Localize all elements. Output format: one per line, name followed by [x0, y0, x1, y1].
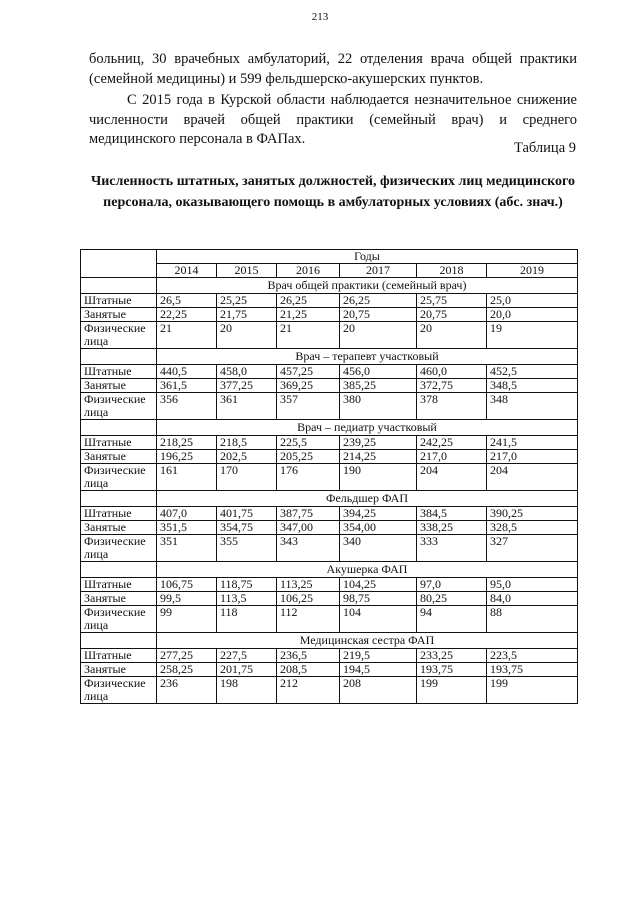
value-cell: 372,75 — [417, 379, 487, 393]
value-cell: 20,75 — [340, 308, 417, 322]
value-cell: 194,5 — [340, 663, 417, 677]
value-cell: 106,25 — [277, 592, 340, 606]
value-cell: 98,75 — [340, 592, 417, 606]
row-label: Штатные — [81, 507, 157, 521]
section-header-row — [81, 278, 578, 294]
value-cell: 201,75 — [217, 663, 277, 677]
section-header-row — [81, 562, 578, 578]
row-label: Занятые — [81, 308, 157, 322]
table-row — [81, 663, 578, 677]
row-label: Физические лица — [81, 393, 157, 420]
row-label-header — [81, 250, 157, 278]
value-cell: 233,25 — [417, 649, 487, 663]
row-label: Штатные — [81, 436, 157, 450]
section-title: Акушерка ФАП — [157, 562, 578, 578]
value-cell: 193,75 — [487, 663, 578, 677]
value-cell: 333 — [417, 535, 487, 562]
year-header: 2014 — [157, 264, 217, 278]
row-label-cell — [81, 633, 157, 649]
row-label-cell — [81, 278, 157, 294]
value-cell: 170 — [217, 464, 277, 491]
value-cell: 20 — [417, 322, 487, 349]
value-cell: 21 — [277, 322, 340, 349]
value-cell: 204 — [487, 464, 578, 491]
year-header: 2017 — [340, 264, 417, 278]
value-cell: 343 — [277, 535, 340, 562]
value-cell: 113,25 — [277, 578, 340, 592]
section-header-row — [81, 420, 578, 436]
table-row — [81, 294, 578, 308]
table-row — [81, 464, 578, 491]
value-cell: 176 — [277, 464, 340, 491]
value-cell: 106,75 — [157, 578, 217, 592]
value-cell: 338,25 — [417, 521, 487, 535]
value-cell: 219,5 — [340, 649, 417, 663]
value-cell: 22,25 — [157, 308, 217, 322]
value-cell: 225,5 — [277, 436, 340, 450]
table-body — [81, 278, 578, 704]
value-cell: 212 — [277, 677, 340, 704]
paragraph-2: С 2015 года в Курской области наблюдается незначительное снижение численности врачей общей практики (семейный врач) и среднего медицинского персонала в ФАПах. — [89, 92, 577, 147]
section-title: Фельдшер ФАП — [157, 491, 578, 507]
value-cell: 118,75 — [217, 578, 277, 592]
value-cell: 384,5 — [417, 507, 487, 521]
value-cell: 208,5 — [277, 663, 340, 677]
row-label-cell — [81, 349, 157, 365]
section-header-row — [81, 491, 578, 507]
value-cell: 361 — [217, 393, 277, 420]
row-label: Занятые — [81, 450, 157, 464]
row-label: Физические лица — [81, 535, 157, 562]
value-cell: 26,5 — [157, 294, 217, 308]
value-cell: 356 — [157, 393, 217, 420]
row-label: Штатные — [81, 294, 157, 308]
value-cell: 104 — [340, 606, 417, 633]
years-group-header: Годы — [157, 250, 578, 264]
value-cell: 196,25 — [157, 450, 217, 464]
value-cell: 452,5 — [487, 365, 578, 379]
value-cell: 354,75 — [217, 521, 277, 535]
section-header-row — [81, 633, 578, 649]
value-cell: 202,5 — [217, 450, 277, 464]
table-row — [81, 578, 578, 592]
section-title: Медицинская сестра ФАП — [157, 633, 578, 649]
value-cell: 348,5 — [487, 379, 578, 393]
value-cell: 390,25 — [487, 507, 578, 521]
value-cell: 239,25 — [340, 436, 417, 450]
value-cell: 347,00 — [277, 521, 340, 535]
value-cell: 456,0 — [340, 365, 417, 379]
value-cell: 193,75 — [417, 663, 487, 677]
table-row — [81, 322, 578, 349]
value-cell: 236,5 — [277, 649, 340, 663]
value-cell: 277,25 — [157, 649, 217, 663]
value-cell: 227,5 — [217, 649, 277, 663]
value-cell: 21,75 — [217, 308, 277, 322]
value-cell: 258,25 — [157, 663, 217, 677]
value-cell: 236 — [157, 677, 217, 704]
row-label: Занятые — [81, 379, 157, 393]
value-cell: 327 — [487, 535, 578, 562]
value-cell: 99 — [157, 606, 217, 633]
value-cell: 354,00 — [340, 521, 417, 535]
value-cell: 104,25 — [340, 578, 417, 592]
row-label: Физические лица — [81, 322, 157, 349]
table-row — [81, 379, 578, 393]
value-cell: 217,0 — [417, 450, 487, 464]
row-label: Занятые — [81, 592, 157, 606]
table-row — [81, 393, 578, 420]
row-label-cell — [81, 562, 157, 578]
year-header: 2015 — [217, 264, 277, 278]
value-cell: 25,75 — [417, 294, 487, 308]
row-label-cell — [81, 491, 157, 507]
value-cell: 198 — [217, 677, 277, 704]
row-label: Физические лица — [81, 606, 157, 633]
value-cell: 357 — [277, 393, 340, 420]
table-row — [81, 521, 578, 535]
value-cell: 21 — [157, 322, 217, 349]
value-cell: 161 — [157, 464, 217, 491]
year-header: 2018 — [417, 264, 487, 278]
value-cell: 20 — [217, 322, 277, 349]
value-cell: 340 — [340, 535, 417, 562]
value-cell: 361,5 — [157, 379, 217, 393]
value-cell: 113,5 — [217, 592, 277, 606]
year-header: 2016 — [277, 264, 340, 278]
value-cell: 440,5 — [157, 365, 217, 379]
value-cell: 25,0 — [487, 294, 578, 308]
value-cell: 385,25 — [340, 379, 417, 393]
value-cell: 190 — [340, 464, 417, 491]
value-cell: 223,5 — [487, 649, 578, 663]
table-label: Таблица 9 — [513, 140, 576, 156]
row-label: Занятые — [81, 521, 157, 535]
value-cell: 26,25 — [277, 294, 340, 308]
value-cell: 377,25 — [217, 379, 277, 393]
table-row — [81, 677, 578, 704]
value-cell: 84,0 — [487, 592, 578, 606]
value-cell: 20,0 — [487, 308, 578, 322]
value-cell: 19 — [487, 322, 578, 349]
section-title: Врач – педиатр участковый — [157, 420, 578, 436]
value-cell: 217,0 — [487, 450, 578, 464]
row-label: Занятые — [81, 663, 157, 677]
value-cell: 199 — [417, 677, 487, 704]
value-cell: 20 — [340, 322, 417, 349]
value-cell: 218,5 — [217, 436, 277, 450]
staff-table — [80, 249, 578, 704]
value-cell: 80,25 — [417, 592, 487, 606]
value-cell: 457,25 — [277, 365, 340, 379]
value-cell: 369,25 — [277, 379, 340, 393]
section-header-row — [81, 349, 578, 365]
value-cell: 88 — [487, 606, 578, 633]
section-title: Врач – терапевт участковый — [157, 349, 578, 365]
table-row — [81, 507, 578, 521]
row-label: Физические лица — [81, 464, 157, 491]
paragraph-1: больниц, 30 врачебных амбулаторий, 22 отделения врача общей практики (семейной медицины) и 599 фельдшерско-акушерских пунктов. — [89, 51, 577, 87]
value-cell: 208 — [340, 677, 417, 704]
value-cell: 351,5 — [157, 521, 217, 535]
value-cell: 241,5 — [487, 436, 578, 450]
table-row — [81, 436, 578, 450]
value-cell: 204 — [417, 464, 487, 491]
value-cell: 458,0 — [217, 365, 277, 379]
value-cell: 351 — [157, 535, 217, 562]
table-row — [81, 606, 578, 633]
value-cell: 20,75 — [417, 308, 487, 322]
row-label: Штатные — [81, 578, 157, 592]
row-label: Штатные — [81, 649, 157, 663]
value-cell: 199 — [487, 677, 578, 704]
value-cell: 26,25 — [340, 294, 417, 308]
year-header: 2019 — [487, 264, 578, 278]
value-cell: 394,25 — [340, 507, 417, 521]
row-label-cell — [81, 420, 157, 436]
value-cell: 378 — [417, 393, 487, 420]
value-cell: 99,5 — [157, 592, 217, 606]
value-cell: 242,25 — [417, 436, 487, 450]
value-cell: 380 — [340, 393, 417, 420]
value-cell: 328,5 — [487, 521, 578, 535]
value-cell: 407,0 — [157, 507, 217, 521]
table-row — [81, 365, 578, 379]
row-label: Физические лица — [81, 677, 157, 704]
value-cell: 460,0 — [417, 365, 487, 379]
page-number: 213 — [311, 11, 329, 23]
value-cell: 112 — [277, 606, 340, 633]
section-title: Врач общей практики (семейный врач) — [157, 278, 578, 294]
value-cell: 401,75 — [217, 507, 277, 521]
value-cell: 387,75 — [277, 507, 340, 521]
value-cell: 118 — [217, 606, 277, 633]
table-row — [81, 450, 578, 464]
value-cell: 214,25 — [340, 450, 417, 464]
table-row — [81, 649, 578, 663]
value-cell: 95,0 — [487, 578, 578, 592]
table-row — [81, 308, 578, 322]
value-cell: 97,0 — [417, 578, 487, 592]
row-label: Штатные — [81, 365, 157, 379]
value-cell: 218,25 — [157, 436, 217, 450]
value-cell: 25,25 — [217, 294, 277, 308]
value-cell: 21,25 — [277, 308, 340, 322]
table-caption: Численность штатных, занятых должностей, физических лиц медицинского персонала, оказывающего помощь в амбулаторных условиях (абс. знач.) — [90, 174, 576, 210]
value-cell: 355 — [217, 535, 277, 562]
value-cell: 94 — [417, 606, 487, 633]
table-row — [81, 592, 578, 606]
table-row — [81, 535, 578, 562]
value-cell: 348 — [487, 393, 578, 420]
value-cell: 205,25 — [277, 450, 340, 464]
